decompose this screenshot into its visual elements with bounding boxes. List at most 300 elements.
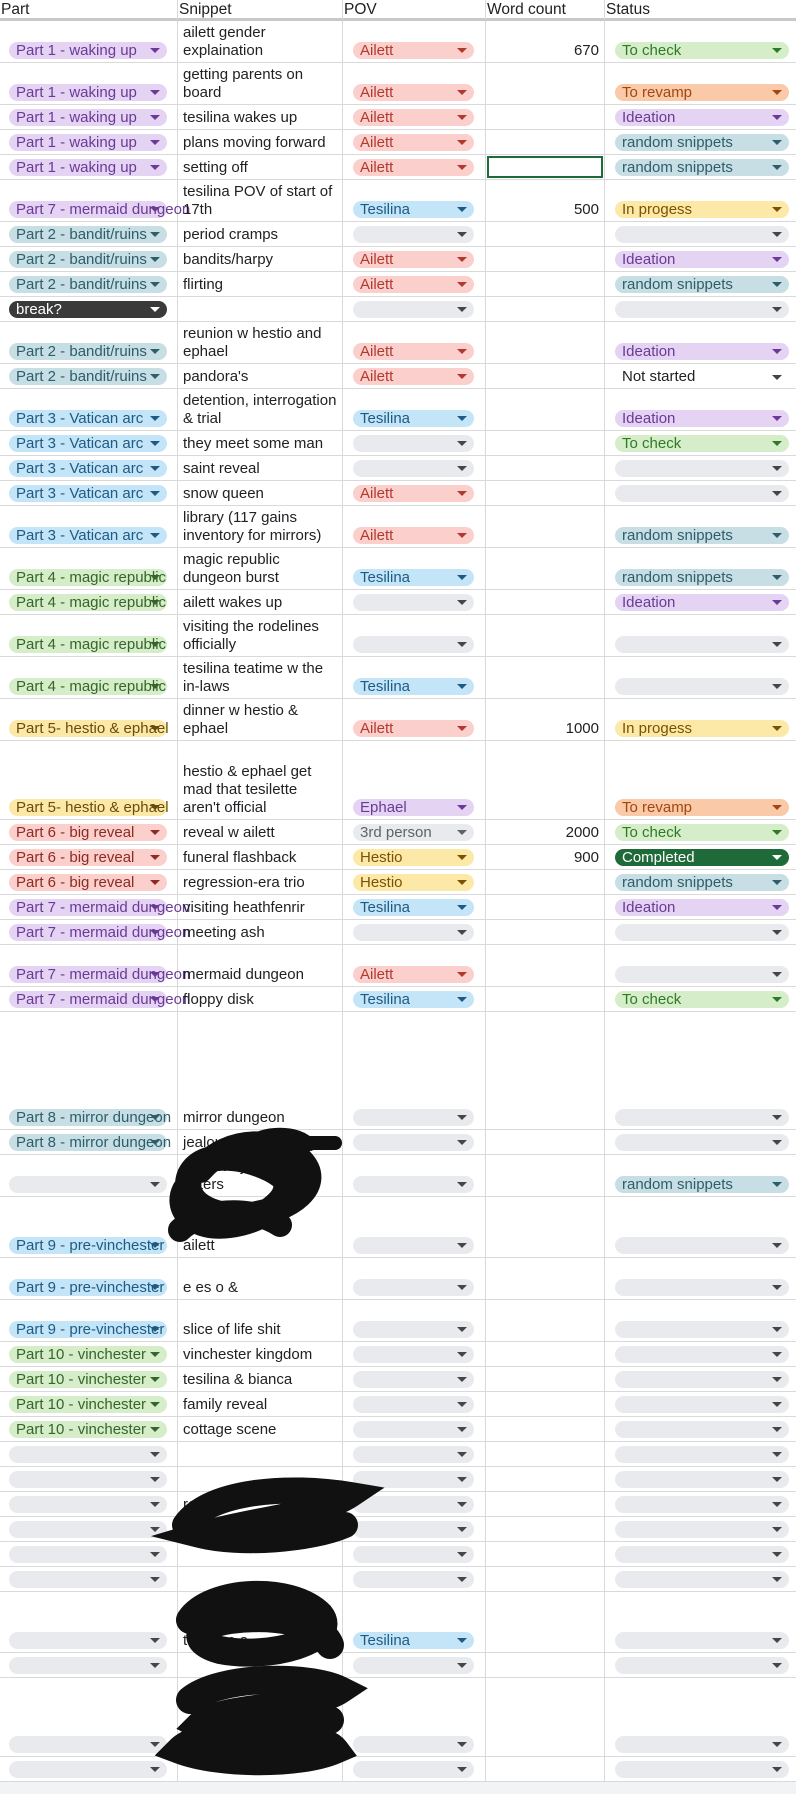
- cell-snippet[interactable]: [178, 155, 343, 179]
- cell-word-count[interactable]: [486, 1467, 605, 1491]
- pov-dropdown-chip[interactable]: [353, 1736, 474, 1753]
- cell-word-count[interactable]: [486, 615, 605, 656]
- status-dropdown-chip[interactable]: [615, 1471, 789, 1488]
- part-dropdown-chip[interactable]: [9, 201, 191, 218]
- cell-snippet[interactable]: [178, 870, 343, 894]
- dropdown-caret-icon[interactable]: [150, 1742, 160, 1747]
- cell-snippet[interactable]: [178, 130, 343, 154]
- dropdown-caret-icon[interactable]: [457, 642, 467, 647]
- dropdown-caret-icon[interactable]: [772, 1742, 782, 1747]
- cell-word-count[interactable]: [486, 1592, 605, 1652]
- dropdown-caret-icon[interactable]: [772, 997, 782, 1002]
- cell-pov[interactable]: [343, 272, 486, 296]
- status-dropdown-chip[interactable]: [615, 1421, 789, 1438]
- cell-part[interactable]: [0, 945, 191, 986]
- status-dropdown-chip[interactable]: [615, 410, 789, 427]
- cell-snippet[interactable]: [178, 506, 343, 547]
- dropdown-caret-icon[interactable]: [457, 1577, 467, 1582]
- cell-status[interactable]: [605, 222, 796, 246]
- cell-word-count[interactable]: [486, 1567, 605, 1591]
- part-dropdown-chip[interactable]: [9, 301, 167, 318]
- cell-pov[interactable]: [343, 1155, 486, 1196]
- cell-part[interactable]: [0, 222, 178, 246]
- pov-dropdown-chip[interactable]: [353, 201, 474, 218]
- cell-status[interactable]: [605, 590, 796, 614]
- status-dropdown-chip[interactable]: [615, 109, 789, 126]
- cell-word-count[interactable]: [486, 870, 605, 894]
- dropdown-caret-icon[interactable]: [150, 726, 160, 731]
- pov-dropdown-chip[interactable]: [353, 460, 474, 477]
- status-dropdown-chip[interactable]: [615, 594, 789, 611]
- dropdown-caret-icon[interactable]: [150, 374, 160, 379]
- cell-snippet[interactable]: [178, 297, 343, 321]
- cell-part[interactable]: [0, 657, 178, 698]
- dropdown-caret-icon[interactable]: [150, 1377, 160, 1382]
- cell-word-count[interactable]: [486, 1258, 605, 1299]
- part-dropdown-chip[interactable]: [9, 1571, 167, 1588]
- pov-dropdown-chip[interactable]: [353, 1421, 474, 1438]
- cell-word-count[interactable]: [486, 1012, 605, 1129]
- pov-dropdown-chip[interactable]: [353, 84, 474, 101]
- cell-pov[interactable]: [343, 1592, 486, 1652]
- cell-part[interactable]: [0, 456, 178, 480]
- cell-pov[interactable]: [343, 1367, 486, 1391]
- cell-part[interactable]: [0, 895, 191, 919]
- pov-dropdown-chip[interactable]: [353, 720, 474, 737]
- cell-status[interactable]: [605, 1130, 796, 1154]
- dropdown-caret-icon[interactable]: [457, 972, 467, 977]
- status-dropdown-chip[interactable]: [615, 1496, 789, 1513]
- dropdown-caret-icon[interactable]: [772, 1327, 782, 1332]
- cell-snippet[interactable]: [178, 1342, 343, 1366]
- dropdown-caret-icon[interactable]: [772, 90, 782, 95]
- status-dropdown-chip[interactable]: [615, 460, 789, 477]
- pov-dropdown-chip[interactable]: [353, 1134, 474, 1151]
- pov-dropdown-chip[interactable]: [353, 1657, 474, 1674]
- dropdown-caret-icon[interactable]: [772, 1502, 782, 1507]
- dropdown-caret-icon[interactable]: [457, 1285, 467, 1290]
- cell-word-count[interactable]: [486, 820, 605, 844]
- cell-status[interactable]: [605, 1542, 796, 1566]
- cell-word-count[interactable]: [486, 1542, 605, 1566]
- status-dropdown-chip[interactable]: [615, 924, 789, 941]
- status-dropdown-chip[interactable]: [615, 636, 789, 653]
- dropdown-caret-icon[interactable]: [150, 282, 160, 287]
- dropdown-caret-icon[interactable]: [457, 1115, 467, 1120]
- cell-snippet[interactable]: [178, 987, 343, 1011]
- status-dropdown-chip[interactable]: [615, 1571, 789, 1588]
- part-dropdown-chip[interactable]: [9, 485, 167, 502]
- cell-pov[interactable]: [343, 945, 486, 986]
- cell-pov[interactable]: [343, 21, 486, 62]
- part-dropdown-chip[interactable]: [9, 1346, 167, 1363]
- dropdown-caret-icon[interactable]: [772, 855, 782, 860]
- dropdown-caret-icon[interactable]: [772, 533, 782, 538]
- pov-dropdown-chip[interactable]: [353, 1546, 474, 1563]
- cell-status[interactable]: [605, 548, 796, 589]
- dropdown-caret-icon[interactable]: [150, 1502, 160, 1507]
- cell-status[interactable]: [605, 1367, 796, 1391]
- cell-part[interactable]: [0, 741, 178, 819]
- cell-word-count[interactable]: [486, 945, 605, 986]
- part-dropdown-chip[interactable]: [9, 824, 167, 841]
- dropdown-caret-icon[interactable]: [772, 1402, 782, 1407]
- cell-pov[interactable]: [343, 1417, 486, 1441]
- pov-dropdown-chip[interactable]: [353, 824, 474, 841]
- dropdown-caret-icon[interactable]: [772, 466, 782, 471]
- part-dropdown-chip[interactable]: [9, 720, 167, 737]
- cell-status[interactable]: [605, 1467, 796, 1491]
- part-dropdown-chip[interactable]: [9, 343, 167, 360]
- header-word-count[interactable]: Word count: [486, 0, 605, 20]
- cell-status[interactable]: [605, 247, 796, 271]
- pov-dropdown-chip[interactable]: [353, 569, 474, 586]
- cell-status[interactable]: [605, 297, 796, 321]
- dropdown-caret-icon[interactable]: [457, 1502, 467, 1507]
- dropdown-caret-icon[interactable]: [772, 48, 782, 53]
- dropdown-caret-icon[interactable]: [150, 441, 160, 446]
- cell-status[interactable]: [605, 1678, 796, 1756]
- cell-word-count[interactable]: [486, 1417, 605, 1441]
- cell-pov[interactable]: [343, 247, 486, 271]
- part-dropdown-chip[interactable]: [9, 134, 167, 151]
- dropdown-caret-icon[interactable]: [150, 207, 160, 212]
- dropdown-caret-icon[interactable]: [457, 726, 467, 731]
- status-dropdown-chip[interactable]: [615, 720, 789, 737]
- status-dropdown-chip[interactable]: [615, 301, 789, 318]
- cell-pov[interactable]: [343, 364, 486, 388]
- dropdown-caret-icon[interactable]: [457, 140, 467, 145]
- cell-part[interactable]: [0, 987, 191, 1011]
- dropdown-caret-icon[interactable]: [457, 880, 467, 885]
- cell-pov[interactable]: [343, 615, 486, 656]
- dropdown-caret-icon[interactable]: [150, 90, 160, 95]
- cell-status[interactable]: [605, 1392, 796, 1416]
- cell-pov[interactable]: [343, 431, 486, 455]
- status-dropdown-chip[interactable]: [615, 1657, 789, 1674]
- pov-dropdown-chip[interactable]: [353, 368, 474, 385]
- cell-pov[interactable]: [343, 741, 486, 819]
- dropdown-caret-icon[interactable]: [150, 416, 160, 421]
- cell-part[interactable]: [0, 180, 191, 221]
- dropdown-caret-icon[interactable]: [772, 1577, 782, 1582]
- dropdown-caret-icon[interactable]: [772, 207, 782, 212]
- dropdown-caret-icon[interactable]: [457, 207, 467, 212]
- cell-status[interactable]: [605, 1155, 796, 1196]
- cell-status[interactable]: [605, 741, 796, 819]
- cell-status[interactable]: [605, 945, 796, 986]
- cell-pov[interactable]: [343, 845, 486, 869]
- cell-word-count[interactable]: [486, 699, 605, 740]
- cell-part[interactable]: [0, 1392, 178, 1416]
- cell-snippet[interactable]: [178, 272, 343, 296]
- cell-part[interactable]: [0, 272, 178, 296]
- cell-part[interactable]: [0, 247, 178, 271]
- part-dropdown-chip[interactable]: [9, 1496, 167, 1513]
- cell-pov[interactable]: [343, 657, 486, 698]
- dropdown-caret-icon[interactable]: [772, 1663, 782, 1668]
- dropdown-caret-icon[interactable]: [150, 972, 160, 977]
- cell-pov[interactable]: [343, 895, 486, 919]
- cell-word-count[interactable]: [486, 987, 605, 1011]
- dropdown-caret-icon[interactable]: [772, 830, 782, 835]
- cell-pov[interactable]: [343, 322, 486, 363]
- status-dropdown-chip[interactable]: [615, 1632, 789, 1649]
- status-dropdown-chip[interactable]: [615, 1346, 789, 1363]
- cell-part[interactable]: [0, 481, 178, 505]
- dropdown-caret-icon[interactable]: [457, 1477, 467, 1482]
- dropdown-caret-icon[interactable]: [772, 1427, 782, 1432]
- part-dropdown-chip[interactable]: [9, 924, 191, 941]
- dropdown-caret-icon[interactable]: [150, 349, 160, 354]
- cell-word-count[interactable]: [486, 21, 605, 62]
- dropdown-caret-icon[interactable]: [150, 140, 160, 145]
- dropdown-caret-icon[interactable]: [150, 1577, 160, 1582]
- cell-part[interactable]: [0, 322, 178, 363]
- part-dropdown-chip[interactable]: [9, 1134, 172, 1151]
- dropdown-caret-icon[interactable]: [150, 642, 160, 647]
- cell-status[interactable]: [605, 272, 796, 296]
- cell-pov[interactable]: [343, 63, 486, 104]
- pov-dropdown-chip[interactable]: [353, 410, 474, 427]
- dropdown-caret-icon[interactable]: [457, 1402, 467, 1407]
- pov-dropdown-chip[interactable]: [353, 1279, 474, 1296]
- dropdown-caret-icon[interactable]: [150, 1115, 160, 1120]
- status-dropdown-chip[interactable]: [615, 1521, 789, 1538]
- dropdown-caret-icon[interactable]: [772, 575, 782, 580]
- cell-snippet[interactable]: [178, 699, 343, 740]
- dropdown-caret-icon[interactable]: [457, 805, 467, 810]
- dropdown-caret-icon[interactable]: [457, 307, 467, 312]
- status-dropdown-chip[interactable]: [615, 1176, 789, 1193]
- dropdown-caret-icon[interactable]: [150, 257, 160, 262]
- dropdown-caret-icon[interactable]: [150, 880, 160, 885]
- dropdown-caret-icon[interactable]: [150, 1552, 160, 1557]
- status-dropdown-chip[interactable]: [615, 1279, 789, 1296]
- cell-word-count[interactable]: [486, 222, 605, 246]
- cell-word-count[interactable]: [486, 1757, 605, 1781]
- cell-snippet[interactable]: [178, 945, 343, 986]
- dropdown-caret-icon[interactable]: [150, 165, 160, 170]
- dropdown-caret-icon[interactable]: [457, 1377, 467, 1382]
- status-dropdown-chip[interactable]: [615, 1446, 789, 1463]
- dropdown-caret-icon[interactable]: [772, 1767, 782, 1772]
- status-dropdown-chip[interactable]: [615, 991, 789, 1008]
- dropdown-caret-icon[interactable]: [457, 90, 467, 95]
- dropdown-caret-icon[interactable]: [150, 1285, 160, 1290]
- dropdown-caret-icon[interactable]: [772, 684, 782, 689]
- status-dropdown-chip[interactable]: [615, 1546, 789, 1563]
- cell-status[interactable]: [605, 130, 796, 154]
- part-dropdown-chip[interactable]: [9, 874, 167, 891]
- dropdown-caret-icon[interactable]: [772, 140, 782, 145]
- cell-word-count[interactable]: [486, 389, 605, 430]
- dropdown-caret-icon[interactable]: [457, 115, 467, 120]
- pov-dropdown-chip[interactable]: [353, 1761, 474, 1778]
- dropdown-caret-icon[interactable]: [457, 441, 467, 446]
- cell-part[interactable]: [0, 1342, 178, 1366]
- pov-dropdown-chip[interactable]: [353, 1237, 474, 1254]
- dropdown-caret-icon[interactable]: [772, 1352, 782, 1357]
- dropdown-caret-icon[interactable]: [150, 1327, 160, 1332]
- header-part[interactable]: Part: [0, 0, 178, 20]
- dropdown-caret-icon[interactable]: [150, 830, 160, 835]
- cell-status[interactable]: [605, 1442, 796, 1466]
- cell-status[interactable]: [605, 920, 796, 944]
- dropdown-caret-icon[interactable]: [457, 1527, 467, 1532]
- part-dropdown-chip[interactable]: [9, 368, 167, 385]
- status-dropdown-chip[interactable]: [615, 1321, 789, 1338]
- dropdown-caret-icon[interactable]: [772, 491, 782, 496]
- dropdown-caret-icon[interactable]: [772, 880, 782, 885]
- dropdown-caret-icon[interactable]: [150, 575, 160, 580]
- dropdown-caret-icon[interactable]: [457, 491, 467, 496]
- dropdown-caret-icon[interactable]: [150, 533, 160, 538]
- cell-snippet[interactable]: [178, 63, 343, 104]
- dropdown-caret-icon[interactable]: [150, 1767, 160, 1772]
- dropdown-caret-icon[interactable]: [150, 1402, 160, 1407]
- cell-part[interactable]: [0, 130, 178, 154]
- status-dropdown-chip[interactable]: [615, 1371, 789, 1388]
- dropdown-caret-icon[interactable]: [150, 600, 160, 605]
- cell-part[interactable]: [0, 1567, 178, 1591]
- cell-word-count[interactable]: [486, 155, 605, 179]
- status-dropdown-chip[interactable]: [615, 874, 789, 891]
- cell-snippet[interactable]: [178, 1300, 343, 1341]
- header-pov[interactable]: POV: [343, 0, 486, 20]
- cell-snippet[interactable]: [178, 222, 343, 246]
- cell-part[interactable]: [0, 1592, 178, 1652]
- part-dropdown-chip[interactable]: [9, 435, 167, 452]
- cell-part[interactable]: [0, 21, 178, 62]
- part-dropdown-chip[interactable]: [9, 1237, 167, 1254]
- cell-pov[interactable]: [343, 1567, 486, 1591]
- cell-part[interactable]: [0, 845, 178, 869]
- dropdown-caret-icon[interactable]: [457, 1552, 467, 1557]
- dropdown-caret-icon[interactable]: [150, 307, 160, 312]
- cell-status[interactable]: [605, 1492, 796, 1516]
- pov-dropdown-chip[interactable]: [353, 678, 474, 695]
- cell-part[interactable]: [0, 506, 178, 547]
- cell-part[interactable]: [0, 699, 178, 740]
- dropdown-caret-icon[interactable]: [457, 466, 467, 471]
- status-dropdown-chip[interactable]: [615, 343, 789, 360]
- dropdown-caret-icon[interactable]: [150, 1663, 160, 1668]
- cell-snippet[interactable]: [178, 481, 343, 505]
- cell-part[interactable]: [0, 920, 191, 944]
- cell-status[interactable]: [605, 845, 796, 869]
- cell-snippet[interactable]: [178, 105, 343, 129]
- dropdown-caret-icon[interactable]: [772, 1638, 782, 1643]
- cell-word-count[interactable]: [486, 180, 605, 221]
- dropdown-caret-icon[interactable]: [457, 374, 467, 379]
- cell-pov[interactable]: [343, 920, 486, 944]
- dropdown-caret-icon[interactable]: [772, 349, 782, 354]
- dropdown-caret-icon[interactable]: [457, 349, 467, 354]
- dropdown-caret-icon[interactable]: [457, 1742, 467, 1747]
- part-dropdown-chip[interactable]: [9, 251, 167, 268]
- part-dropdown-chip[interactable]: [9, 84, 167, 101]
- status-dropdown-chip[interactable]: [615, 824, 789, 841]
- dropdown-caret-icon[interactable]: [150, 491, 160, 496]
- cell-word-count[interactable]: [486, 297, 605, 321]
- pov-dropdown-chip[interactable]: [353, 1496, 474, 1513]
- cell-word-count[interactable]: [486, 657, 605, 698]
- cell-part[interactable]: [0, 615, 178, 656]
- pov-dropdown-chip[interactable]: [353, 1371, 474, 1388]
- dropdown-caret-icon[interactable]: [772, 726, 782, 731]
- cell-part[interactable]: [0, 155, 178, 179]
- part-dropdown-chip[interactable]: [9, 109, 167, 126]
- part-dropdown-chip[interactable]: [9, 966, 191, 983]
- cell-status[interactable]: [605, 699, 796, 740]
- dropdown-caret-icon[interactable]: [457, 232, 467, 237]
- cell-snippet[interactable]: [178, 456, 343, 480]
- cell-status[interactable]: [605, 105, 796, 129]
- dropdown-caret-icon[interactable]: [457, 1638, 467, 1643]
- cell-status[interactable]: [605, 820, 796, 844]
- cell-part[interactable]: [0, 1517, 178, 1541]
- dropdown-caret-icon[interactable]: [150, 930, 160, 935]
- dropdown-caret-icon[interactable]: [150, 1182, 160, 1187]
- pov-dropdown-chip[interactable]: [353, 301, 474, 318]
- pov-dropdown-chip[interactable]: [353, 276, 474, 293]
- cell-word-count[interactable]: [486, 1342, 605, 1366]
- dropdown-caret-icon[interactable]: [457, 416, 467, 421]
- cell-status[interactable]: [605, 63, 796, 104]
- cell-word-count[interactable]: [486, 741, 605, 819]
- cell-word-count[interactable]: [486, 1517, 605, 1541]
- dropdown-caret-icon[interactable]: [150, 1477, 160, 1482]
- part-dropdown-chip[interactable]: [9, 410, 167, 427]
- cell-snippet[interactable]: [178, 1417, 343, 1441]
- cell-snippet[interactable]: [178, 431, 343, 455]
- cell-pov[interactable]: [343, 130, 486, 154]
- pov-dropdown-chip[interactable]: [353, 1346, 474, 1363]
- cell-part[interactable]: [0, 63, 178, 104]
- dropdown-caret-icon[interactable]: [457, 1663, 467, 1668]
- part-dropdown-chip[interactable]: [9, 1176, 167, 1193]
- part-dropdown-chip[interactable]: [9, 1396, 167, 1413]
- dropdown-caret-icon[interactable]: [772, 930, 782, 935]
- cell-status[interactable]: [605, 657, 796, 698]
- status-dropdown-chip[interactable]: [615, 251, 789, 268]
- pov-dropdown-chip[interactable]: [353, 42, 474, 59]
- status-dropdown-chip[interactable]: [615, 84, 789, 101]
- cell-word-count[interactable]: [486, 548, 605, 589]
- cell-snippet[interactable]: [178, 322, 343, 363]
- dropdown-caret-icon[interactable]: [772, 905, 782, 910]
- cell-snippet[interactable]: [178, 657, 343, 698]
- cell-word-count[interactable]: [486, 1392, 605, 1416]
- dropdown-caret-icon[interactable]: [150, 1427, 160, 1432]
- cell-word-count[interactable]: [486, 1197, 605, 1257]
- part-dropdown-chip[interactable]: [9, 460, 167, 477]
- cell-part[interactable]: [0, 590, 178, 614]
- part-dropdown-chip[interactable]: [9, 226, 167, 243]
- cell-snippet[interactable]: [178, 741, 343, 819]
- dropdown-caret-icon[interactable]: [772, 1377, 782, 1382]
- dropdown-caret-icon[interactable]: [457, 1452, 467, 1457]
- part-dropdown-chip[interactable]: [9, 991, 191, 1008]
- cell-pov[interactable]: [343, 155, 486, 179]
- status-dropdown-chip[interactable]: [615, 1761, 789, 1778]
- pov-dropdown-chip[interactable]: [353, 134, 474, 151]
- cell-snippet[interactable]: [178, 590, 343, 614]
- dropdown-caret-icon[interactable]: [772, 375, 782, 380]
- cell-snippet[interactable]: [178, 820, 343, 844]
- dropdown-caret-icon[interactable]: [457, 1427, 467, 1432]
